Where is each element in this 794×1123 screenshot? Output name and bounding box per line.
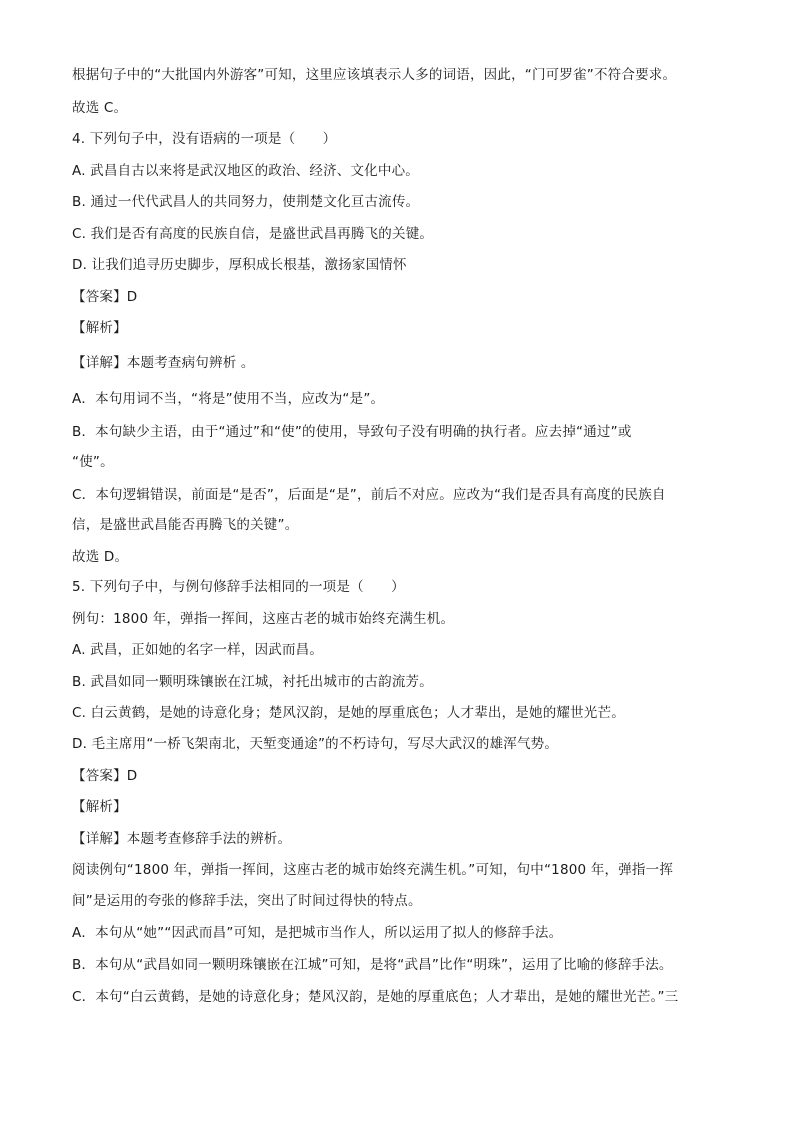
option-b: B. 通过一代代武昌人的共同努力，使荆楚文化亘古流传。 (72, 194, 420, 210)
text-line: 根据句子中的“大批国内外游客”可知，这里应该填表示人多的词语，因此，“门可罗雀”不符合要求。 (72, 67, 677, 83)
explanation-b: B．本句从“武昌如同一颗明珠镶嵌在江城”可知，是将“武昌”比作“明珠”，运用了比喻的修辞手法。 (72, 957, 673, 973)
analysis-label: 【解析】 (72, 320, 127, 336)
option-a: A. 武昌自古以来将是武汉地区的政治、经济、文化中心。 (72, 163, 419, 179)
example-sentence: 例句：1800 年，弹指一挥间，这座古老的城市始终充满生机。 (72, 611, 455, 627)
explanation-c: C．本句“白云黄鹤，是她的诗意化身；楚风汉韵，是她的厚重底色；人才辈出，是她的耀世光芒。”三 (72, 989, 679, 1005)
detail-label: 【详解】本题考查病句辨析 。 (72, 355, 255, 371)
conclusion: 故选 D。 (72, 549, 129, 565)
analysis-text: 阅读例句“1800 年，弹指一挥间，这座古老的城市始终充满生机。”可知，句中“1800 年，弹指一挥 (72, 862, 674, 878)
option-a: A. 武昌，正如她的名字一样，因武而昌。 (72, 642, 324, 658)
explanation-b: B．本句缺少主语，由于“通过”和“使”的使用，导致句子没有明确的执行者。应去掉“通过”或 (72, 424, 632, 440)
question-4-stem: 4. 下列句子中，没有语病的一项是（ ） (72, 131, 337, 147)
explanation-a: A．本句从“她”“因武而昌”可知，是把城市当作人，所以运用了拟人的修辞手法。 (72, 925, 563, 941)
option-c: C. 我们是否有高度的民族自信，是盛世武昌再腾飞的关键。 (72, 226, 434, 242)
text-line: 故选 C。 (72, 100, 128, 116)
option-c: C. 白云黄鹤，是她的诗意化身；楚风汉韵，是她的厚重底色；人才辈出，是她的耀世光芒。 (72, 705, 625, 721)
answer-label: 【答案】D (72, 768, 138, 784)
explanation-c: C．本句逻辑错误，前面是“是否”，后面是“是”，前后不对应。应改为“我们是否具有高度的民族自 (72, 487, 666, 503)
option-b: B. 武昌如同一颗明珠镶嵌在江城，衬托出城市的古韵流芳。 (72, 674, 433, 690)
option-d: D. 让我们追寻历史脚步，厚积成长根基，激扬家国情怀 (72, 257, 407, 273)
analysis-label: 【解析】 (72, 799, 127, 815)
analysis-text-cont: 间”是运用的夸张的修辞手法，突出了时间过得快的特点。 (72, 893, 422, 909)
answer-label: 【答案】D (72, 289, 138, 305)
question-5-stem: 5. 下列句子中，与例句修辞手法相同的一项是（ ） (72, 579, 405, 595)
explanation-a: A．本句用词不当，“将是”使用不当，应改为“是”。 (72, 391, 385, 407)
explanation-b-cont: “使”。 (72, 454, 114, 470)
detail-label: 【详解】本题考查修辞手法的辨析。 (72, 831, 292, 847)
explanation-c-cont: 信，是盛世武昌能否再腾飞的关键”。 (72, 517, 299, 533)
option-d: D. 毛主席用“一桥飞架南北，天堑变通途”的不朽诗句，写尽大武汉的雄浑气势。 (72, 736, 559, 752)
